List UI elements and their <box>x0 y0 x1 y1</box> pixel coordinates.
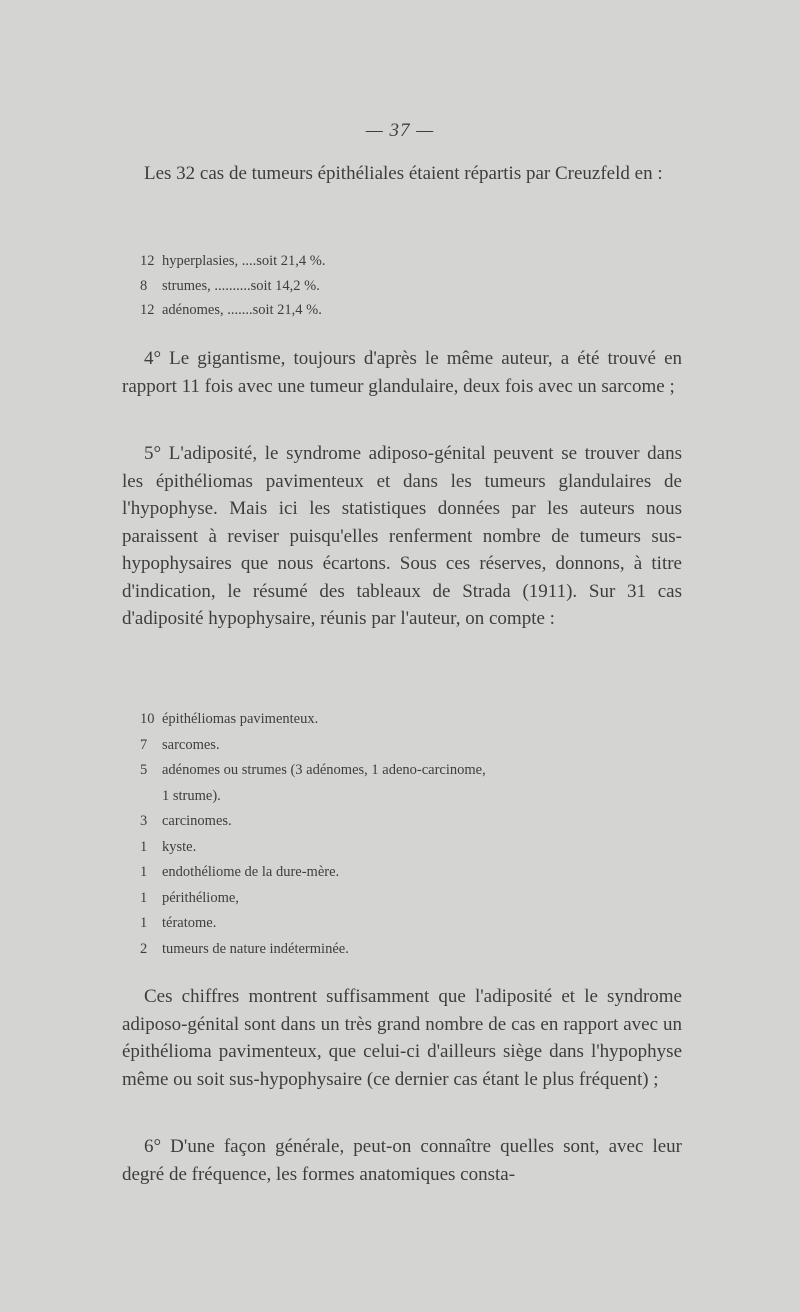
page-number: — 37 — <box>365 120 435 141</box>
paragraph-4-text: 4° Le gigantisme, toujours d'après le même auteur, a été trouvé en rapport 11 fois avec une tumeur glandulaire, deux fois avec un sarcome ; <box>122 348 682 397</box>
paragraph-5-text: 5° L'adiposité, le syndrome adiposo-génital peuvent se trouver dans les épithéliomas pavimenteux et dans les tumeurs glandulaires de l'hypophyse. Mais ici les statistiques données par les auteurs nous paraissent à reviser puisqu'elles renferment nombre de tumeurs sus-hypophysaires que nous écartons. Sous ces réserves, donnons, à titre d'indication, le résumé des tableaux de Strada (1911). Sur 31 cas d'adiposité hypophysaire, réunis par l'auteur, on compte : <box>122 443 682 629</box>
list-item: 10 épithéliomas pavimenteux. <box>140 711 319 727</box>
list-item: 7 sarcomes. <box>140 736 220 753</box>
intro-text: Les 32 cas de tumeurs épithéliales étaient répartis par Creuzfeld en : <box>144 163 663 184</box>
list-item: 1 périthéliome, <box>140 889 239 906</box>
list-item: 12 adénomes, .......soit 21,4 %. <box>140 302 322 318</box>
paragraph-6 <box>122 1133 682 1188</box>
list-item: 5 adénomes ou strumes (3 adénomes, 1 adeno-carcinome, 1 strume). <box>140 762 486 804</box>
paragraph-5 <box>122 440 682 633</box>
list-item: 1 endothéliome de la dure-mère. <box>140 864 340 880</box>
list-item: 1 tératome. <box>140 915 217 931</box>
intro-paragraph <box>122 160 682 188</box>
list-item: 3 carcinomes. <box>140 813 232 829</box>
tumor-list-creuzfeld <box>140 249 326 323</box>
paragraph-4 <box>122 345 682 400</box>
list-item: 1 kyste. <box>140 838 197 855</box>
list-item: 12 hyperplasies, ....soit 21,4 %. <box>140 253 326 269</box>
list-item: 2 tumeurs de nature indéterminée. <box>140 940 349 957</box>
paragraph-ces-text: Ces chiffres montrent suffisamment que l'adiposité et le syndrome adiposo-génital sont dans un très grand nombre de cas en rapport avec un épithélioma pavimenteux, que celui-ci d'ailleurs siège dans l'hypophyse même ou soit sus-hypophysaire (ce dernier cas étant le plus fréquent) ; <box>122 986 682 1090</box>
paragraph-6-text: 6° D'une façon générale, peut-on connaître quelles sont, avec leur degré de fréquence, les formes anatomiques consta- <box>122 1136 682 1185</box>
adiposity-tumor-list <box>140 707 486 962</box>
paragraph-ces <box>122 983 682 1093</box>
list-item: 8 strumes, ..........soit 14,2 %. <box>140 277 320 294</box>
